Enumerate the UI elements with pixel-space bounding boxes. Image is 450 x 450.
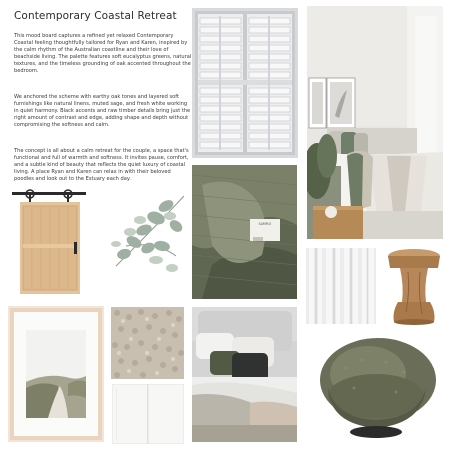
- bedroom-scene-image: [307, 6, 443, 239]
- description-paragraph-2: We anchored the scheme with earthy oak tones and layered soft furnishings like natural linens, muted sage, and fresh white working in quiet harmony. Black accents and raw timber details bring just the right amount of contrast and edge, adding shape and depth without compromising the softness and calm.: [14, 94, 191, 128]
- coastal-print-frame-image: [8, 306, 104, 442]
- boucle-texture-image: [111, 307, 184, 379]
- eucalyptus-image: [96, 186, 184, 298]
- description-paragraph-1: This mood board captures a refined yet relaxed Contemporary Coastal feeling thoughtfully tailored for Ryan and Karen, inspired by the calm rhythm of the Australian coastline and their love of beachside living. The palette features soft eucalyptus greens, natural textures, and the timeless grounding of oak accented throughout the bedroom.: [14, 33, 192, 74]
- plantation-shutter-image: [192, 8, 298, 158]
- board-title: Contemporary Coastal Retreat: [14, 10, 177, 22]
- timber-side-table-image: [380, 242, 448, 328]
- description-paragraph-3: The concept is all about a calm retreat for the couple, a space that's functional and full of warmth and softness. It invites pause, comfort, and a subtle kind of beauty that reflects the quiet luxury of coastal living. A place Ryan and Karen can relax in with their beloved poodles and look out to the Estuary each day.: [14, 148, 189, 182]
- green-swivel-chair-image: [306, 332, 448, 444]
- sheer-curtain-image: [306, 248, 376, 324]
- swatch-label: SAMPLE: [258, 222, 272, 226]
- fabric-swatch-image: [192, 165, 297, 299]
- white-panel-wall-image: [112, 384, 184, 444]
- barn-door-image: [8, 186, 98, 298]
- bed-cushions-image: [192, 307, 297, 442]
